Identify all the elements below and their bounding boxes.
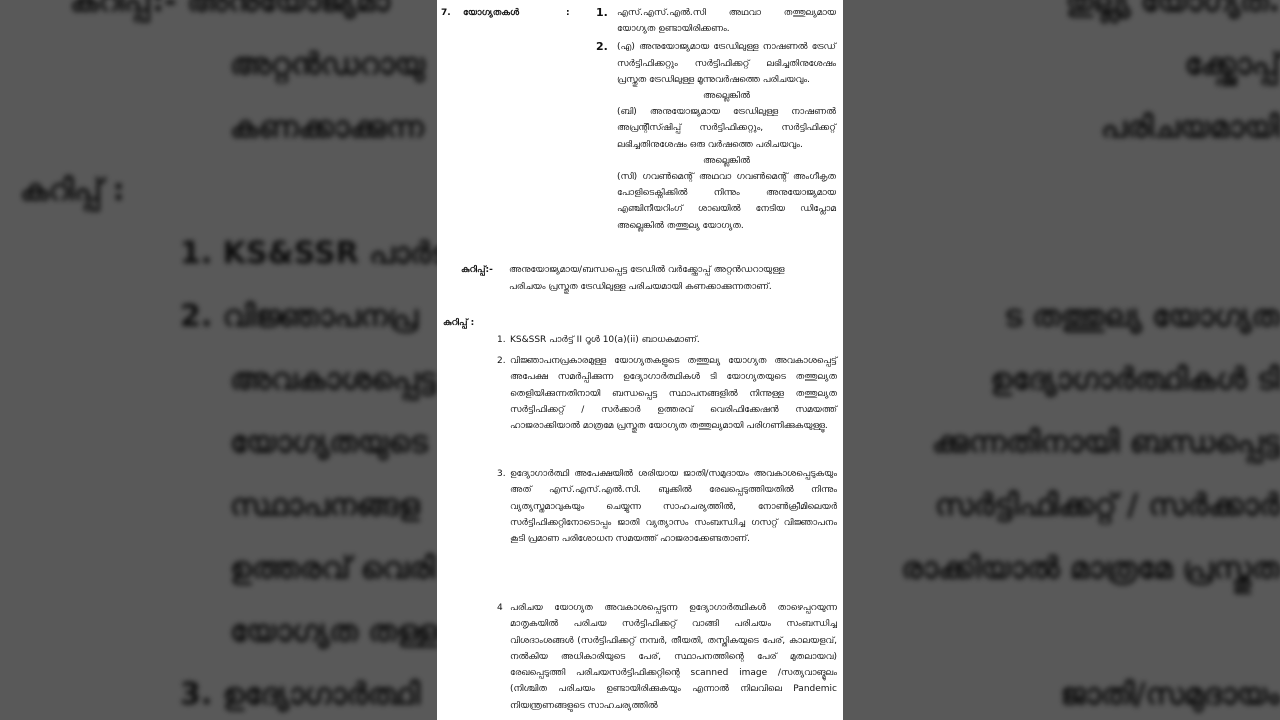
note-item bbox=[497, 353, 837, 434]
note-item bbox=[497, 332, 837, 348]
section-heading: യോഗ്യതകൾ bbox=[463, 8, 519, 18]
note-number: 4 bbox=[497, 603, 503, 613]
note-block bbox=[461, 262, 793, 295]
section-number: 7. bbox=[441, 8, 451, 18]
note-item-text: ഉദ്യോഗാർത്ഥി അപേക്ഷയിൽ ശരിയായ ജാതി/സമുദായം അവകാശപ്പെടുകയും അത് എസ്.എസ്.എൽ.സി. ബുക്കിൽ രേഖപ്പെടുത്തിയതിൽ നിന്നും വ്യത്യസ്തമാവുകയും ചെയ്യുന്ന സാഹചര്യത്തിൽ, നോൺക്രീമിലെയർ സർട്ടിഫിക്കറ്റിനോടൊപ്പം ജാതി വ്യത്യാസം സംബന്ധിച്ച ഗസറ്റ് വിജ്ഞാപനം കൂടി പ്രമാണ പരിശോധന സമയത്ത് ഹാജരാക്കേണ്ടതാണ്. bbox=[510, 469, 837, 545]
note-number: 2. bbox=[497, 356, 506, 366]
or-separator: അല്ലെങ്കിൽ bbox=[703, 91, 750, 102]
document-page[interactable] bbox=[437, 0, 843, 720]
qualification-option-c: (സി) ഗവൺമെന്റ് അഥവാ ഗവൺമെന്റ് അംഗീകൃത പോളിടെക്നിക്കിൽ നിന്നും അനുയോജ്യമായ എഞ്ചിനീയറിംഗ് ശാഖയിൽ നേടിയ ഡിപ്ലോമ അല്ലെങ്കിൽ തത്തുല്യ യോഗ്യത. bbox=[617, 172, 836, 231]
note-text: അനുയോജ്യമായ/ബന്ധപ്പെട്ട ട്രേഡിൽ വർക്ക്ഷോപ്പ് അറ്റൻഡറായുള്ള പരിചയം പ്രസ്തുത ട്രേഡിലുള്ള പരിചയമായി കണക്കാക്കുന്നതാണ്. bbox=[509, 265, 785, 292]
qualification-text: എസ്.എസ്.എൽ.സി അഥവാ തത്തുല്യമായ യോഗ്യത ഉണ്ടായിരിക്കണം. bbox=[617, 8, 836, 35]
note-item bbox=[497, 466, 837, 547]
note-item-text: പരിചയ യോഗ്യത അവകാശപ്പെടുന്ന ഉദ്യോഗാർത്ഥികൾ താഴെപ്പറയുന്ന മാതൃകയിൽ പരിചയ സർട്ടിഫിക്കറ്റ് വാങ്ങി പരിചയം സംബന്ധിച്ച വിശദാംശങ്ങൾ (സർട്ടിഫിക്കറ്റ് നമ്പർ, തീയതി, തസ്തികയുടെ പേര്, കാലയളവ്, നൽകിയ അധികാരിയുടെ പേര്, സ്ഥാപനത്തിന്റെ പേര് മുതലായവ) രേഖപ്പെടുത്തി പരിചയസർട്ടിഫിക്കറ്റിന്റെ scanned image /സത്യവാങ്മൂലം (നിശ്ചിത പരിചയം ഉണ്ടായിരിക്കുകയും എന്നാൽ നിലവിലെ Pandemic നിയന്ത്രണങ്ങളുടെ സാഹചര്യത്തിൽ bbox=[510, 603, 837, 711]
note-item-text: വിജ്ഞാപനപ്രകാരമുള്ള യോഗ്യതകളുടെ തത്തുല്യ യോഗ്യത അവകാശപ്പെട്ട് അപേക്ഷ സമർപ്പിക്കുന്ന ഉദ്യോഗാർത്ഥികൾ ടി യോഗ്യതയുടെ തത്തുല്യത തെളിയിക്കുന്നതിനായി ബന്ധപ്പെട്ട സ്ഥാപനങ്ങളിൽ നിന്നുള്ള തത്തുല്യത സർട്ടിഫിക്കറ്റ് / സർക്കാർ ഉത്തരവ് വെരിഫിക്കേഷൻ സമയത്ത് ഹാജരാക്കിയാൽ മാത്രമേ പ്രസ്തുത യോഗ്യത തത്തുല്യമായി പരിഗണിക്കുകയുള്ളൂ. bbox=[510, 356, 837, 432]
note-label: കുറിപ്പ്:- bbox=[461, 265, 493, 275]
qualification-number: 2. bbox=[596, 40, 608, 54]
note-number: 3. bbox=[497, 469, 506, 479]
qualification-number: 1. bbox=[596, 6, 608, 19]
notes-label: കുറിപ്പ് : bbox=[443, 318, 475, 328]
qualification-item bbox=[596, 5, 836, 37]
qualification-item bbox=[596, 39, 836, 233]
or-separator: അല്ലെങ്കിൽ bbox=[703, 155, 750, 166]
note-item-text: KS&SSR പാർട്ട് II റൂൾ 10(a)(ii) ബാധകമാണ്. bbox=[510, 335, 700, 345]
note-item bbox=[497, 600, 837, 714]
section-colon: : bbox=[566, 8, 570, 18]
qualification-option-a: (എ) അനുയോജ്യമായ ട്രേഡിലുള്ള നാഷണൽ ട്രേഡ് സർട്ടിഫിക്കറ്റും സർട്ടിഫിക്കറ്റ് ലഭിച്ചതിനുശേഷം പ്രസ്തുത ട്രേഡിലുള്ള മൂന്നുവർഷത്തെ പരിചയവും. bbox=[617, 42, 836, 85]
qualification-option-b: (ബി) അനുയോജ്യമായ ട്രേഡിലുള്ള നാഷണൽ അപ്രന്റീസ്ഷിപ്പ് സർട്ടിഫിക്കറ്റും, സർട്ടിഫിക്കറ്റ് ലഭിച്ചതിനുശേഷം ഒരു വർഷത്തെ പരിചയവും. bbox=[617, 107, 836, 150]
note-number: 1. bbox=[497, 335, 506, 345]
qualification-list bbox=[596, 5, 836, 234]
